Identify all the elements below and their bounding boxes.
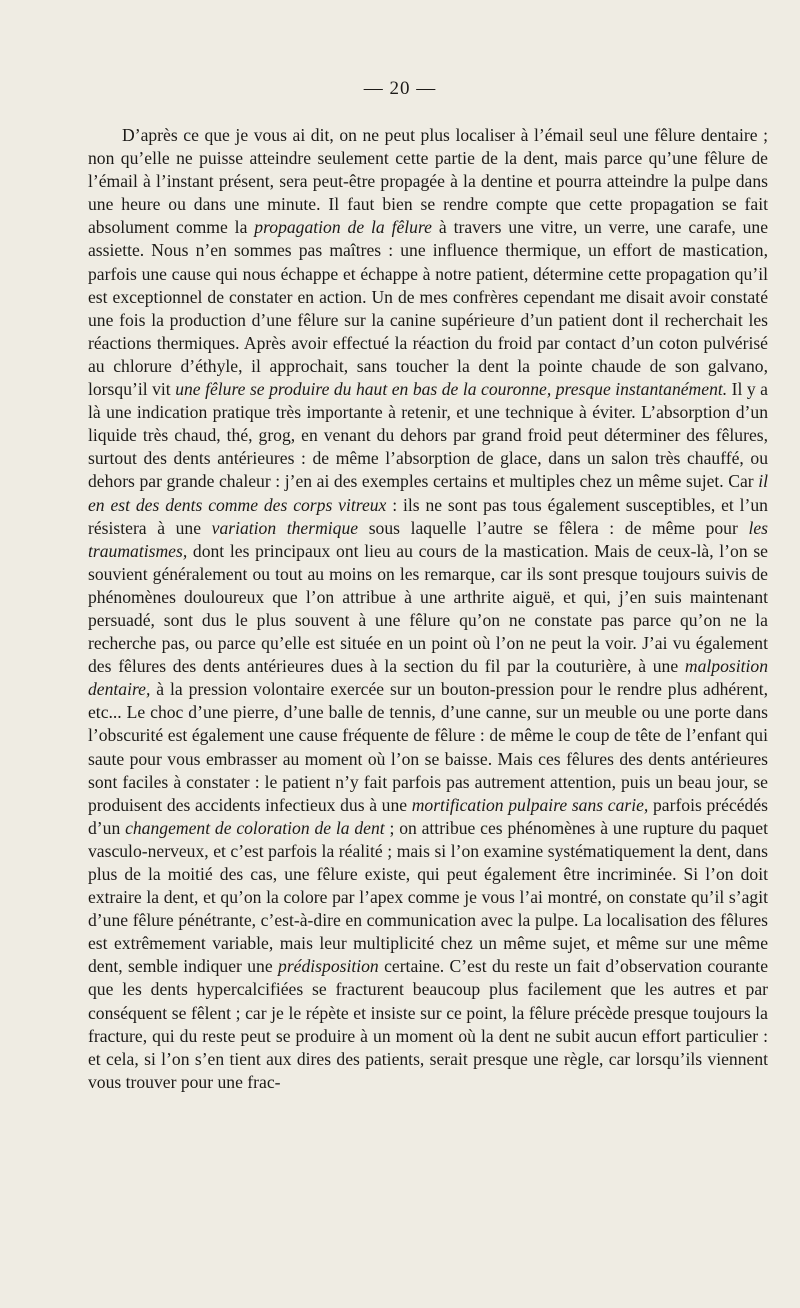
- text-run: D’après ce que je vous ai dit, on ne peut plus localiser à l’émail seul une fêlure dentaire ; non qu’elle ne puisse atteindre seulement cette partie de la dent, mais parce qu’une fêlure de l’émail à l’instant présent, sera peut-être propagée à la dentine et pourra atteindre la pulpe dans une heure ou dans une minute. Il faut bien se rendre compte que cette propagation se fait absolument comme la: [88, 125, 768, 238]
- italic-run: prédisposition: [278, 956, 379, 977]
- page-number: — 20 —: [363, 78, 437, 99]
- italic-run: propagation de la fêlure: [254, 217, 432, 238]
- text-run: : ils ne sont pas tous également susceptibles, et l’un résistera à une: [88, 494, 768, 538]
- text-run: à la pression volontaire exercée sur un bouton-pression pour le rendre plus adhérent, etc... Le choc d’une pierre, d’une balle de tennis, d’une canne, sur un meuble ou une porte dans l’obscurité est également une cause fréquente de fêlure : de même le coup de tête de l’enfant qui saute pour vous embrasser au moment où l’on se baisse. Mais ces fêlures des dents antérieures sont faciles à constater : le patient n’y fait parfois pas autrement attention, puis un beau jour, se produisent des accidents infectieux dus à une: [88, 679, 768, 815]
- text-run: certaine. C’est du reste un fait d’observation courante que les dents hypercalcifiées se fracturent beaucoup plus facilement que les autres et par conséquent se fêlent ; car je le répète et insiste sur ce point, la fêlure précède presque toujours la fracture, qui du reste peut se produire à un moment où la dent ne subit aucun effort particulier : et cela, si l’on s’en tient aux dires des patients, serait presque une règle, car lorsqu’ils viennent vous trouver pour une frac-: [88, 956, 768, 1092]
- italic-run: changement de coloration de la dent: [125, 817, 385, 838]
- text-run: ; on attribue ces phénomènes à une rupture du paquet vasculo-nerveux, et c’est parfois la réalité ; mais si l’on examine systématiquement la dent, dans plus de la moitié des cas, une fêlure existe, qui peut également être incriminée. Si l’on doit extraire la dent, et qu’on la colore par l’apex comme je vous l’ai montré, on constate qu’il s’agit d’une fêlure pénétrante, c’est-à-dire en communication avec la pulpe. La localisation des fêlures est extrêmement variable, mais leur multiplicité chez un même sujet, et même sur une même dent, semble indiquer une: [88, 817, 768, 977]
- italic-run: variation thermique: [211, 517, 359, 538]
- italic-run: malposition dentaire,: [88, 656, 768, 700]
- body-paragraph: [88, 124, 768, 1094]
- text-run: sous laquelle l’autre se fêlera : de même pour: [358, 517, 749, 538]
- italic-run: les traumatismes,: [88, 517, 768, 561]
- italic-run: une fêlure se produire du haut en bas de la couronne, presque instantanément.: [175, 379, 728, 400]
- text-run: dont les principaux ont lieu au cours de la mastication. Mais de ceux-là, l’on se souvient généralement ou tout au moins on les remarque, car ils sont presque toujours suivis de phénomènes douloureux que l’on attribue à une arthrite aiguë, et qui, j’en suis maintenant persuadé, sont dus le plus souvent à une fêlure qu’on ne constate pas parce qu’on ne la recherche pas, ou parce qu’elle est située en un point où l’on ne peut la voir. J’ai vu également des fêlures des dents antérieures dues à la section du fil par la couturière, à une: [88, 540, 768, 677]
- italic-run: il en est des dents comme des corps vitreux: [88, 471, 768, 515]
- text-run: parfois précédés d’un: [88, 794, 769, 838]
- italic-run: mortification pulpaire sans carie,: [411, 794, 649, 815]
- text-run: à travers une vitre, un verre, une carafe, une assiette. Nous n’en sommes pas maîtres : une influence thermique, un effort de mastication, parfois une cause qui nous échappe et échappe à notre patient, détermine cette propagation qu’il est exceptionnel de constater en action. Un de mes confrères cependant me disait avoir constaté une fois la production d’une fêlure sur la canine supérieure d’un patient dont il recherchait les réactions thermiques. Après avoir effectué la réaction du froid par contact d’un coton pulvérisé au chlorure d’éthyle, il approchait, sans toucher la dent la pointe chaude de son galvano, lorsqu’il vit: [88, 217, 769, 400]
- text-run: Il y a là une indication pratique très importante à retenir, et une technique à éviter. L’absorption d’un liquide très chaud, thé, grog, en venant du dehors par grand froid peut déterminer des fêlures, surtout des dents antérieures : de même l’absorption de glace, dans un salon très chauffé, ou dehors par grande chaleur : j’en ai des exemples certains et multiples chez un même sujet. Car: [88, 379, 768, 492]
